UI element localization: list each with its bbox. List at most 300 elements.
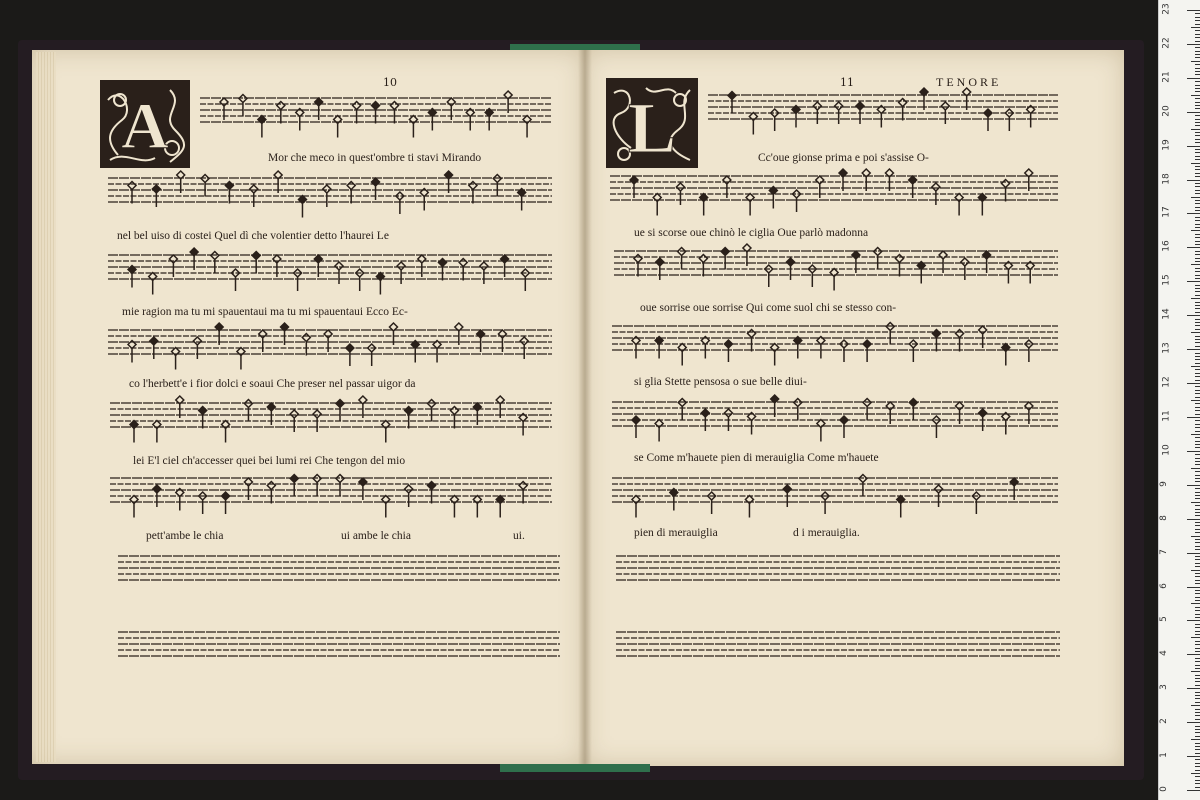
ruler-minor-tick: [1195, 729, 1200, 730]
ruler-minor-tick: [1195, 583, 1200, 584]
ruler-minor-tick: [1195, 271, 1200, 272]
right-staff-5: [612, 395, 1058, 442]
note: [220, 98, 228, 106]
ruler-minor-tick: [1195, 234, 1200, 235]
ruler-minor-tick: [1195, 539, 1200, 540]
ruler-minor-tick: [1195, 217, 1200, 218]
note: [450, 407, 458, 415]
note: [816, 176, 824, 184]
note: [405, 485, 413, 493]
ruler-number: 10: [1161, 444, 1172, 456]
note: [372, 102, 380, 110]
ruler-minor-tick: [1191, 197, 1200, 198]
note: [748, 330, 756, 338]
note: [852, 251, 860, 259]
ruler-minor-tick: [1191, 366, 1200, 367]
ruler-number: 8: [1158, 514, 1169, 521]
ruler-tick: [1187, 213, 1200, 214]
ruler-minor-tick: [1195, 627, 1200, 628]
note: [498, 330, 506, 338]
ruler-minor-tick: [1195, 152, 1200, 153]
ruler-minor-tick: [1195, 268, 1200, 269]
note: [290, 410, 298, 418]
ruler-tick: [1187, 654, 1200, 655]
ruler-minor-tick: [1195, 512, 1200, 513]
note: [983, 251, 991, 259]
note: [1002, 180, 1010, 188]
ruler-minor-tick: [1191, 230, 1200, 231]
ruler-number: 19: [1161, 138, 1172, 151]
ruler-number: 0: [1158, 786, 1169, 792]
note: [372, 178, 380, 186]
note: [313, 410, 321, 418]
ruler-minor-tick: [1195, 431, 1200, 432]
ruler-minor-tick: [1195, 342, 1200, 343]
note: [353, 102, 361, 110]
ruler-minor-tick: [1195, 393, 1200, 394]
note: [346, 344, 354, 352]
note: [632, 416, 640, 424]
note: [244, 478, 252, 486]
ruler-minor-tick: [1195, 278, 1200, 279]
ruler-minor-tick: [1195, 81, 1200, 82]
ruler-minor-tick: [1195, 139, 1200, 140]
ruler-tick: [1187, 180, 1200, 181]
ruler-minor-tick: [1195, 634, 1200, 635]
ruler-minor-tick: [1195, 509, 1200, 510]
ruler-minor-tick: [1195, 525, 1200, 526]
left-staff-7-empty: [118, 556, 560, 580]
ruler-minor-tick: [1195, 549, 1200, 550]
ruler-minor-tick: [1195, 681, 1200, 682]
ruler-number: 21: [1161, 71, 1172, 83]
ruler-minor-tick: [1195, 709, 1200, 710]
note: [886, 402, 894, 410]
ruler-tick: [1187, 790, 1200, 791]
ruler-minor-tick: [1195, 441, 1200, 442]
ruler-minor-tick: [1195, 644, 1200, 645]
note: [856, 102, 864, 110]
ruler-minor-tick: [1195, 776, 1200, 777]
note: [895, 255, 903, 263]
ruler-minor-tick: [1195, 787, 1200, 788]
ruler-minor-tick: [1195, 471, 1200, 472]
ruler-minor-tick: [1195, 607, 1200, 608]
note: [520, 337, 528, 345]
ruler-minor-tick: [1195, 47, 1200, 48]
note: [439, 259, 447, 267]
left-lyric-line-2: nel bel uiso di costei Quel dì che volentier detto l'haurei Le: [117, 230, 389, 242]
ruler-number: 16: [1161, 240, 1172, 253]
initial-letter-a: A: [121, 90, 169, 163]
left-staff-4: [108, 323, 552, 370]
ruler-minor-tick: [1195, 359, 1200, 360]
right-lyric-line-2: ue si scorse oue chinò le ciglia Oue parlò madonna: [634, 227, 869, 239]
note: [405, 407, 413, 415]
ruler-minor-tick: [1195, 783, 1200, 784]
ruler-minor-tick: [1195, 125, 1200, 126]
note: [979, 326, 987, 334]
ruler-minor-tick: [1195, 363, 1200, 364]
ruler-number: 12: [1161, 376, 1172, 388]
ruler-minor-tick: [1195, 719, 1200, 720]
ruler-minor-tick: [1195, 24, 1200, 25]
note: [152, 185, 160, 193]
ruler-minor-tick: [1191, 400, 1200, 401]
note: [267, 403, 275, 411]
note: [314, 255, 322, 263]
ruler-minor-tick: [1195, 695, 1200, 696]
ruler-minor-tick: [1195, 105, 1200, 106]
note: [277, 102, 285, 110]
ruler-minor-tick: [1195, 119, 1200, 120]
ruler-minor-tick: [1195, 475, 1200, 476]
ruler-minor-tick: [1195, 529, 1200, 530]
ruler-minor-tick: [1195, 186, 1200, 187]
right-staff-1: [708, 88, 1058, 135]
ruler-minor-tick: [1195, 353, 1200, 354]
right-lyric-line-6b: d i merauiglia.: [793, 527, 860, 539]
ruler-minor-tick: [1195, 54, 1200, 55]
ruler-minor-tick: [1195, 285, 1200, 286]
ruler-minor-tick: [1195, 692, 1200, 693]
ruler-minor-tick: [1195, 200, 1200, 201]
right-staff-6: [612, 475, 1058, 518]
ruler-minor-tick: [1195, 380, 1200, 381]
ruler-minor-tick: [1195, 515, 1200, 516]
ruler-minor-tick: [1195, 746, 1200, 747]
ruler-minor-tick: [1195, 91, 1200, 92]
ruler-minor-tick: [1195, 563, 1200, 564]
ruler-minor-tick: [1191, 671, 1200, 672]
ruler-minor-tick: [1195, 492, 1200, 493]
ruler-minor-tick: [1195, 275, 1200, 276]
ruler-number: 3: [1158, 684, 1169, 691]
ruler-minor-tick: [1195, 193, 1200, 194]
initial-letter-l: L: [627, 88, 677, 168]
ruler-minor-tick: [1195, 325, 1200, 326]
right-lyric-line-5: se Come m'hauete pien di merauiglia Come m'hauete: [634, 452, 879, 464]
note: [701, 409, 709, 417]
ruler-minor-tick: [1195, 251, 1200, 252]
note: [909, 176, 917, 184]
ruler-tick: [1187, 688, 1200, 689]
ruler-minor-tick: [1195, 166, 1200, 167]
note: [153, 485, 161, 493]
ruler-minor-tick: [1195, 237, 1200, 238]
note: [250, 185, 258, 193]
ruler-minor-tick: [1195, 254, 1200, 255]
note: [390, 102, 398, 110]
note: [469, 182, 477, 190]
ruler-minor-tick: [1195, 678, 1200, 679]
ruler-minor-tick: [1195, 135, 1200, 136]
right-page-number: 11: [840, 76, 854, 89]
note: [932, 183, 940, 191]
ruler-tick: [1187, 756, 1200, 757]
ruler-tick: [1187, 349, 1200, 350]
note: [273, 255, 281, 263]
ruler-minor-tick: [1195, 495, 1200, 496]
ruler-minor-tick: [1195, 190, 1200, 191]
ruler-minor-tick: [1195, 261, 1200, 262]
ruler-tick: [1187, 620, 1200, 621]
note: [252, 252, 260, 260]
ruler-minor-tick: [1191, 27, 1200, 28]
note: [899, 99, 907, 107]
left-lyric-line-3: mie ragion ma tu mi spauentaui ma tu mi spauentaui Ecco Ec-: [122, 306, 408, 318]
running-head: TENORE: [936, 75, 1002, 89]
ruler-number: 7: [1158, 548, 1169, 555]
ruler-minor-tick: [1195, 753, 1200, 754]
right-lyric-line-3: oue sorrise oue sorrise Qui come suol chi se stesso con-: [640, 302, 897, 314]
ruler-minor-tick: [1195, 132, 1200, 133]
ruler-minor-tick: [1195, 566, 1200, 567]
ruler-minor-tick: [1195, 478, 1200, 479]
left-staff-1: [200, 91, 552, 138]
note: [336, 400, 344, 408]
left-lyric-line-6b: ui ambe le chia: [341, 530, 411, 542]
ruler-minor-tick: [1195, 224, 1200, 225]
ruler-minor-tick: [1195, 661, 1200, 662]
ruler-minor-tick: [1195, 88, 1200, 89]
ruler-minor-tick: [1195, 444, 1200, 445]
ruler-minor-tick: [1195, 454, 1200, 455]
ruler-minor-tick: [1195, 176, 1200, 177]
ruler-minor-tick: [1195, 288, 1200, 289]
left-staff-8-empty: [118, 632, 560, 656]
ruler-tick: [1187, 10, 1200, 11]
ruler-minor-tick: [1195, 546, 1200, 547]
ruler-minor-tick: [1195, 420, 1200, 421]
ruler-minor-tick: [1195, 102, 1200, 103]
ruler-number: 23: [1161, 3, 1172, 15]
note: [909, 399, 917, 407]
ruler-tick: [1187, 587, 1200, 588]
ruler-number: 1: [1158, 752, 1169, 758]
note: [630, 176, 638, 184]
ruler-minor-tick: [1195, 648, 1200, 649]
ruler-minor-tick: [1191, 739, 1200, 740]
note: [935, 485, 943, 493]
ruler-minor-tick: [1195, 34, 1200, 35]
ruler-minor-tick: [1195, 631, 1200, 632]
ruler-minor-tick: [1195, 108, 1200, 109]
ruler-minor-tick: [1191, 163, 1200, 164]
ruler-minor-tick: [1195, 51, 1200, 52]
ruler-minor-tick: [1195, 13, 1200, 14]
ruler-number: 2: [1158, 718, 1169, 725]
ruler-minor-tick: [1195, 749, 1200, 750]
ruler-minor-tick: [1195, 336, 1200, 337]
left-staff-3: [108, 248, 552, 295]
note: [323, 185, 331, 193]
right-staff-8-empty: [616, 632, 1060, 656]
ruler-minor-tick: [1195, 597, 1200, 598]
ruler-minor-tick: [1195, 732, 1200, 733]
ruler-minor-tick: [1195, 258, 1200, 259]
ruler-minor-tick: [1195, 651, 1200, 652]
ruler-minor-tick: [1195, 373, 1200, 374]
note: [699, 255, 707, 263]
ruler-minor-tick: [1195, 291, 1200, 292]
note: [315, 98, 323, 106]
ruler-minor-tick: [1195, 780, 1200, 781]
ruler-minor-tick: [1195, 329, 1200, 330]
ruler-minor-tick: [1195, 447, 1200, 448]
ruler-minor-tick: [1191, 603, 1200, 604]
note: [193, 337, 201, 345]
note: [721, 248, 729, 256]
note: [724, 340, 732, 348]
note: [199, 407, 207, 415]
ruler-minor-tick: [1195, 770, 1200, 771]
note: [783, 485, 791, 493]
ruler-minor-tick: [1195, 142, 1200, 143]
ruler-minor-tick: [1195, 698, 1200, 699]
left-staff-6: [110, 475, 552, 518]
ruler-minor-tick: [1195, 169, 1200, 170]
ruler-minor-tick: [1191, 298, 1200, 299]
ruler-minor-tick: [1195, 122, 1200, 123]
ruler-minor-tick: [1195, 57, 1200, 58]
ruler-number: 5: [1158, 616, 1169, 623]
ruler-minor-tick: [1195, 68, 1200, 69]
ruler-number: 6: [1158, 582, 1169, 589]
ruler-minor-tick: [1195, 726, 1200, 727]
ruler-minor-tick: [1195, 427, 1200, 428]
ruler-number: 17: [1161, 206, 1172, 219]
ruler-minor-tick: [1195, 203, 1200, 204]
ruler-number: 9: [1158, 480, 1169, 487]
ruler-minor-tick: [1191, 468, 1200, 469]
note: [813, 102, 821, 110]
ruler-minor-tick: [1195, 210, 1200, 211]
ruler-minor-tick: [1195, 702, 1200, 703]
ruler-minor-tick: [1191, 570, 1200, 571]
ruler-minor-tick: [1195, 522, 1200, 523]
left-page-number: 10: [383, 76, 397, 89]
note: [676, 183, 684, 191]
note: [519, 482, 527, 490]
ruler-tick: [1187, 417, 1200, 418]
ruler-tick: [1187, 315, 1200, 316]
left-lyric-line-6a: pett'ambe le chia: [146, 530, 224, 542]
ruler-minor-tick: [1195, 763, 1200, 764]
ruler-minor-tick: [1195, 339, 1200, 340]
note: [1025, 402, 1033, 410]
left-staff-5: [110, 396, 552, 443]
ruler-tick: [1187, 146, 1200, 147]
note: [225, 182, 233, 190]
ruler-minor-tick: [1191, 332, 1200, 333]
ruler-number: 14: [1161, 308, 1172, 320]
ruler-minor-tick: [1195, 173, 1200, 174]
ruler-tick: [1187, 281, 1200, 282]
note: [863, 340, 871, 348]
ruler-minor-tick: [1195, 759, 1200, 760]
ruler-minor-tick: [1195, 424, 1200, 425]
ruler-tick: [1187, 722, 1200, 723]
ruler-minor-tick: [1195, 481, 1200, 482]
ruler-minor-tick: [1195, 41, 1200, 42]
ruler-minor-tick: [1195, 346, 1200, 347]
ruler-minor-tick: [1195, 403, 1200, 404]
ruler-minor-tick: [1195, 85, 1200, 86]
ruler-minor-tick: [1195, 410, 1200, 411]
ruler-tick: [1187, 78, 1200, 79]
note: [956, 402, 964, 410]
ruler-minor-tick: [1191, 773, 1200, 774]
ruler-minor-tick: [1195, 115, 1200, 116]
note: [723, 176, 731, 184]
note: [728, 92, 736, 100]
ruler-minor-tick: [1195, 559, 1200, 560]
ruler-minor-tick: [1195, 766, 1200, 767]
ruler-tick: [1187, 112, 1200, 113]
ruler-minor-tick: [1195, 414, 1200, 415]
left-lyric-line-6c: ui.: [513, 530, 525, 542]
ruler-minor-tick: [1195, 319, 1200, 320]
ruler-minor-tick: [1195, 498, 1200, 499]
left-lyric-line-4: co l'herbett'e i fior dolci e soaui Che preser nel passar uigor da: [129, 378, 416, 390]
ruler-minor-tick: [1195, 556, 1200, 557]
ruler-minor-tick: [1195, 386, 1200, 387]
right-staff-7-empty: [616, 556, 1060, 580]
ruler-tick: [1187, 383, 1200, 384]
ruler-tick: [1187, 485, 1200, 486]
ruler-tick: [1187, 519, 1200, 520]
ruler-minor-tick: [1195, 624, 1200, 625]
ruler-tick: [1187, 44, 1200, 45]
ruler-minor-tick: [1195, 712, 1200, 713]
ruler-minor-tick: [1195, 376, 1200, 377]
ruler-tick: [1187, 247, 1200, 248]
ruler-number: 15: [1161, 274, 1172, 287]
note: [359, 478, 367, 486]
right-lyric-line-6a: pien di merauiglia: [634, 527, 718, 539]
note: [335, 262, 343, 270]
right-staff-2: [610, 169, 1058, 216]
ruler-minor-tick: [1195, 241, 1200, 242]
note: [347, 182, 355, 190]
ruler-minor-tick: [1195, 614, 1200, 615]
ruler-minor-tick: [1195, 295, 1200, 296]
ruler-minor-tick: [1195, 590, 1200, 591]
note: [932, 330, 940, 338]
note: [634, 255, 642, 263]
ruler-minor-tick: [1195, 641, 1200, 642]
ruler-minor-tick: [1195, 715, 1200, 716]
ruler-number: 22: [1161, 37, 1172, 49]
ruler-minor-tick: [1195, 461, 1200, 462]
ruler-minor-tick: [1195, 617, 1200, 618]
ruler-minor-tick: [1195, 532, 1200, 533]
note: [501, 255, 509, 263]
ruler-minor-tick: [1195, 668, 1200, 669]
ruler-tick: [1187, 553, 1200, 554]
note: [473, 403, 481, 411]
right-lyric-line-1: Cc'oue gionse prima e poi s'assise O-: [758, 152, 929, 164]
ruler-minor-tick: [1195, 244, 1200, 245]
note: [169, 255, 177, 263]
right-staff-4: [612, 323, 1058, 366]
right-staff-3: [614, 244, 1058, 291]
note: [459, 259, 467, 267]
note: [290, 475, 298, 483]
ruler-minor-tick: [1195, 390, 1200, 391]
note: [724, 409, 732, 417]
